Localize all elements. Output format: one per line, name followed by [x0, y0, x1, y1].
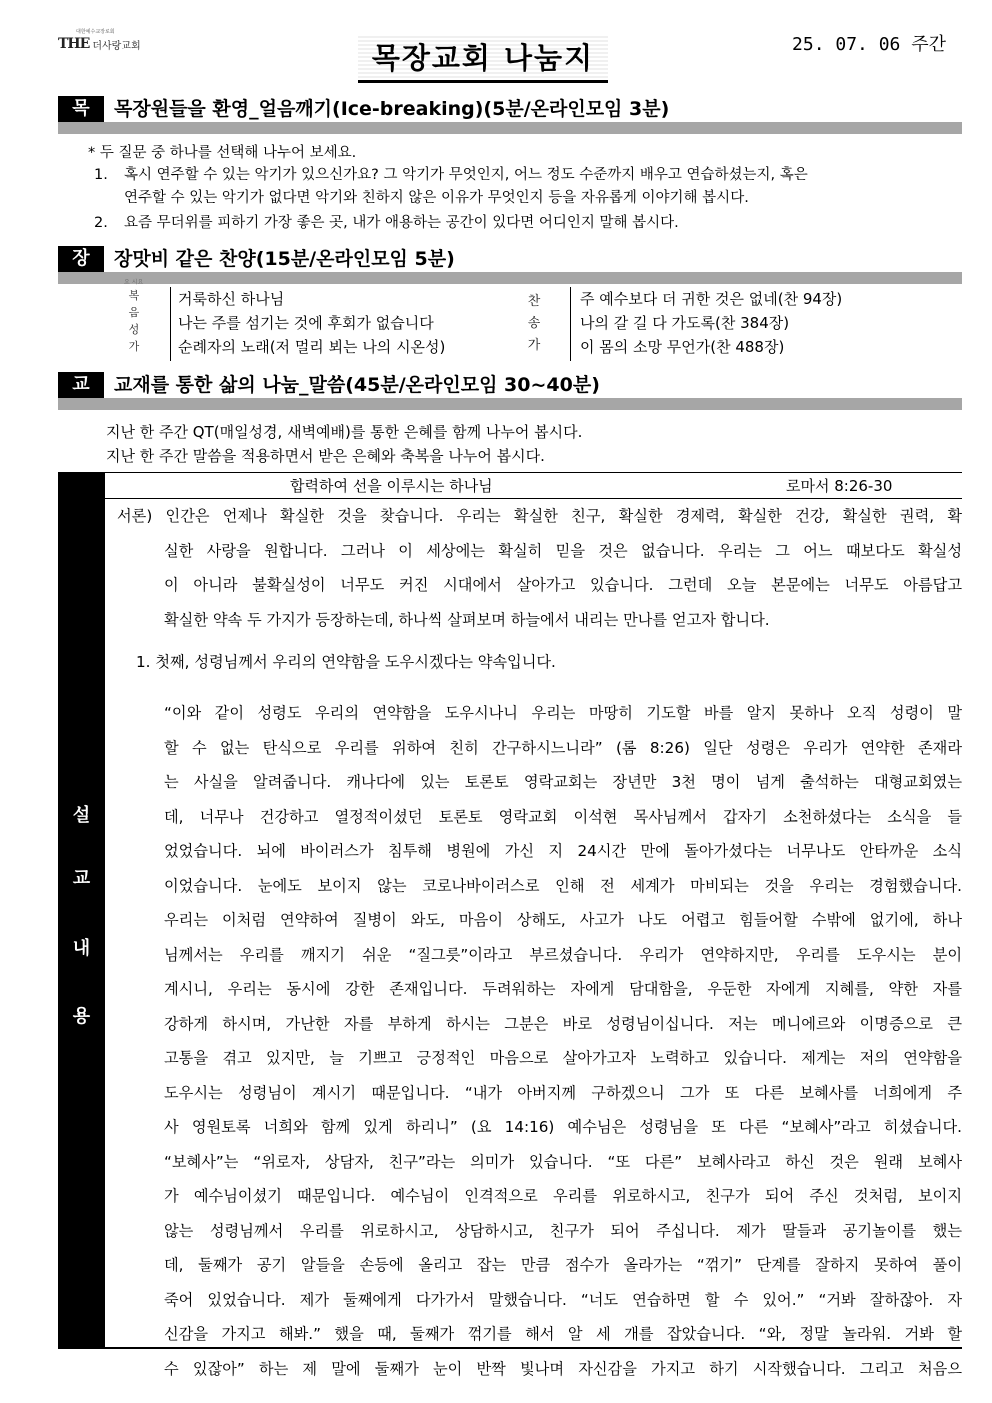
hymn-divider	[170, 287, 171, 361]
question-number: 1.	[94, 167, 108, 183]
section-letter: 목	[58, 96, 104, 122]
sidebar-char: 내	[72, 938, 91, 959]
hymn-divider	[570, 287, 571, 361]
text-line: 할 수 없는 탄식으로 우리를 위하여 친히 간구하시느니라” (롬 8:26) 일단 성령은 우리가 연약한 존재라	[164, 738, 962, 757]
label-char: 가	[128, 340, 140, 353]
section-divider	[58, 122, 962, 134]
text-line: 신감을 가지고 해봐.” 했을 때, 둘째가 꺾기를 해서 알 세 개를 잡았습니다. “와, 정말 놀라워. 거봐 할	[164, 1325, 962, 1343]
section-header-1	[58, 96, 962, 122]
label-char: 복	[128, 289, 140, 302]
gospel-song-label	[124, 287, 144, 355]
sharing-prompts	[106, 420, 582, 468]
question-text-continued: 연주할 수 있는 악기가 없다면 악기와 친하지 않은 이유가 무엇인지 등을 자유롭게 이야기해 봅시다.	[124, 190, 749, 206]
question-2	[94, 212, 679, 235]
song-item: 나의 갈 길 다 가도록(찬 384장)	[580, 314, 790, 332]
label-char: 성	[128, 323, 140, 336]
question-1	[94, 164, 964, 210]
text-line: 고통을 겪고 있지만, 늘 기쁘고 긍정적인 마음으로 살아가고자 노력하고 있습니다. 제게는 저의 연약함을	[164, 1049, 962, 1067]
hymn-tiny-label: 요 시요	[124, 279, 144, 286]
text-line: 이 아니라 불확실성이 너무도 커진 시대에서 살아가고 있습니다. 그런데 오늘 본문에는 너무도 아름답고	[164, 576, 962, 594]
sermon-introduction	[117, 499, 962, 637]
text-line: 수 있잖아” 하는 제 말에 둘째가 눈이 반짝 빛나며 자신감을 가지고 하기 시작했습니다. 그리고 처음으	[164, 1359, 962, 1378]
text-line: 었었습니다. 뇌에 바이러스가 침투해 병원에 가신 지 24시간 만에 돌아가셨다는 너무나도 안타까운 소식	[164, 842, 962, 860]
sermon-point-1	[136, 645, 981, 680]
logo-subtitle: 대한예수교장로회	[76, 29, 115, 35]
text-line: 실한 사랑을 원합니다. 그러나 이 세상에는 확실히 믿을 것은 없습니다. 우리는 그 어느 때보다도 확실성	[164, 541, 962, 560]
song-item: 거룩하신 하나님	[178, 290, 285, 308]
text-line: “보혜사”는 “위로자, 상담자, 친구”라는 의미가 있습니다. “또 다른” 보혜사라고 하신 것은 원래 보혜사	[164, 1152, 962, 1171]
text-line: 데, 둘째가 공기 알들을 손등에 올리고 잡는 만큼 점수가 올라가는 “꺾기” 단계를 잘하지 못하여 풀이	[164, 1256, 962, 1274]
text-line: 서론) 인간은 언제나 확실한 것을 찾습니다. 우리는 확실한 친구, 확실한 경제력, 확실한 건강, 확실한 권력, 확	[117, 507, 962, 525]
text-line: 강하게 하시며, 가난한 자를 부하게 하시는 그분은 바로 성령님이십니다. 저는 메니에르와 이명증으로 큰	[164, 1014, 962, 1033]
text-line: 사 영원토록 너희와 함께 있게 하리니” (요 14:16) 예수님은 성령님을 또 다른 “보혜사”라고 히셨습니다.	[164, 1118, 962, 1136]
scripture-reference: 로마서 8:26-30	[786, 477, 893, 495]
section-title: 장맛비 같은 찬양(15분/온라인모임 5분)	[114, 248, 455, 270]
sidebar-char: 설	[72, 805, 91, 826]
logo-mark: THE	[58, 36, 90, 52]
week-date: 25. 07. 06 주간	[792, 34, 946, 55]
text-line: 계시니, 우리는 동시에 강한 존재입니다. 두려워하는 자에게 담대함을, 우둔한 자에게 지혜를, 약한 자를	[164, 980, 962, 998]
text-line: 우리는 이처럼 연약하여 질병이 와도, 마음이 상해도, 사고가 나도 어렵고 힘들어할 수밖에 없기에, 하나	[164, 911, 962, 929]
text-line: 않는 성령님께서 우리를 위로하시고, 상담하시고, 친구가 되어 주십니다. 제가 딸들과 공기놀이를 했는	[164, 1221, 962, 1240]
section-header-2	[58, 246, 962, 272]
song-item: 나는 주를 섬기는 것에 후회가 없습니다	[178, 314, 434, 332]
sharing-prompt: 지난 한 주간 QT(매일성경, 새벽예배)를 통한 은혜를 함께 나누어 봅시다.	[106, 423, 583, 441]
text-line: 는 사실을 알려줍니다. 캐나다에 있는 토론토 영락교회는 장년만 3천 명이 넘게 출석하는 대형교회였는	[164, 773, 962, 791]
text-line: 확실한 약속 두 가지가 등장하는데, 하나씩 살펴보며 하늘에서 내리는 만나를 얻고자 합니다.	[164, 610, 770, 629]
question-note: * 두 질문 중 하나를 선택해 나누어 보세요.	[88, 145, 357, 161]
label-char: 가	[527, 338, 541, 353]
church-logo	[58, 29, 158, 54]
question-text: 요즘 무더위를 피하기 가장 좋은 곳, 내가 애용하는 공간이 있다면 어디인지 말해 봅시다.	[124, 215, 679, 231]
hymn-list	[580, 287, 842, 359]
text-line: 이었습니다. 눈에도 보이지 않는 코로나바이러스로 인해 전 세계가 마비되는 것을 우리는 경험했습니다.	[164, 876, 962, 895]
sermon-title: 합력하여 선을 이루시는 하나님	[290, 477, 493, 495]
section-letter: 교	[58, 372, 104, 398]
question-text: 혹시 연주할 수 있는 악기가 있으신가요? 그 악기가 무엇인지, 어느 정도 수준까지 배우고 연습하셨는지, 혹은	[124, 167, 808, 183]
label-char: 음	[128, 306, 140, 319]
page-title: 목장교회 나눔지	[358, 36, 608, 83]
song-item: 주 예수보다 더 귀한 것은 없네(찬 94장)	[580, 290, 843, 308]
section-title: 교재를 통한 삶의 나눔_말씀(45분/온라인모임 30~40분)	[114, 374, 600, 396]
text-line: 가 예수님이셨기 때문입니다. 예수님이 인격적으로 우리를 위로하시고, 친구가 되어 주신 것처럼, 보이지	[164, 1187, 962, 1205]
section-divider	[58, 272, 962, 284]
text-line: “이와 같이 성령도 우리의 연약함을 도우시나니 우리는 마땅히 기도할 바를 알지 못하나 오직 성령이 말	[164, 704, 962, 722]
song-item: 이 몸의 소망 무언가(찬 488장)	[580, 338, 785, 356]
text-line: 님께서는 우리를 깨지기 쉬운 “질그릇”이라고 부르셨습니다. 우리가 연약하지만, 우리를 도우시는 분이	[164, 945, 962, 964]
label-char: 송	[527, 316, 541, 331]
sharing-prompt: 지난 한 주간 말씀을 적용하면서 받은 은혜와 축복을 나누어 봅시다.	[106, 447, 545, 465]
text-line: 데, 너무나 건강하고 열정적이셨던 토론토 영락교회 이석현 목사님께서 갑자기 소천하셨다는 소식을 들	[164, 807, 962, 826]
sidebar-char: 교	[72, 868, 91, 889]
section-title: 목장원들을 환영_얼음깨기(Ice-breaking)(5분/온라인모임 3분)	[114, 98, 670, 120]
hymn-label	[524, 291, 544, 357]
logo-text: 더사랑교회	[92, 40, 141, 52]
label-char: 찬	[527, 294, 541, 309]
section-divider	[58, 398, 962, 410]
point-heading: 1. 첫째, 성령님께서 우리의 연약함을 도우시겠다는 약속입니다.	[136, 653, 556, 671]
gospel-song-list	[178, 287, 445, 359]
section-header-3	[58, 372, 962, 398]
section-letter: 장	[58, 246, 104, 272]
text-line: 죽어 있었습니다. 제가 둘째에게 다가가서 말했습니다. “너도 연습하면 할 수 있어.” “거봐 잘하잖아. 자	[164, 1290, 962, 1309]
sermon-sidebar	[58, 472, 105, 1348]
sidebar-char: 용	[72, 1006, 91, 1027]
question-number: 2.	[94, 215, 108, 231]
text-line: 도우시는 성령님이 계시기 때문입니다. “내가 아버지께 구하겠으니 그가 또 다른 보혜사를 너희에게 주	[164, 1083, 962, 1102]
sermon-top-border	[105, 472, 962, 473]
sermon-body	[164, 696, 962, 1386]
song-item: 순례자의 노래(저 멀리 뵈는 나의 시온성)	[178, 338, 446, 356]
